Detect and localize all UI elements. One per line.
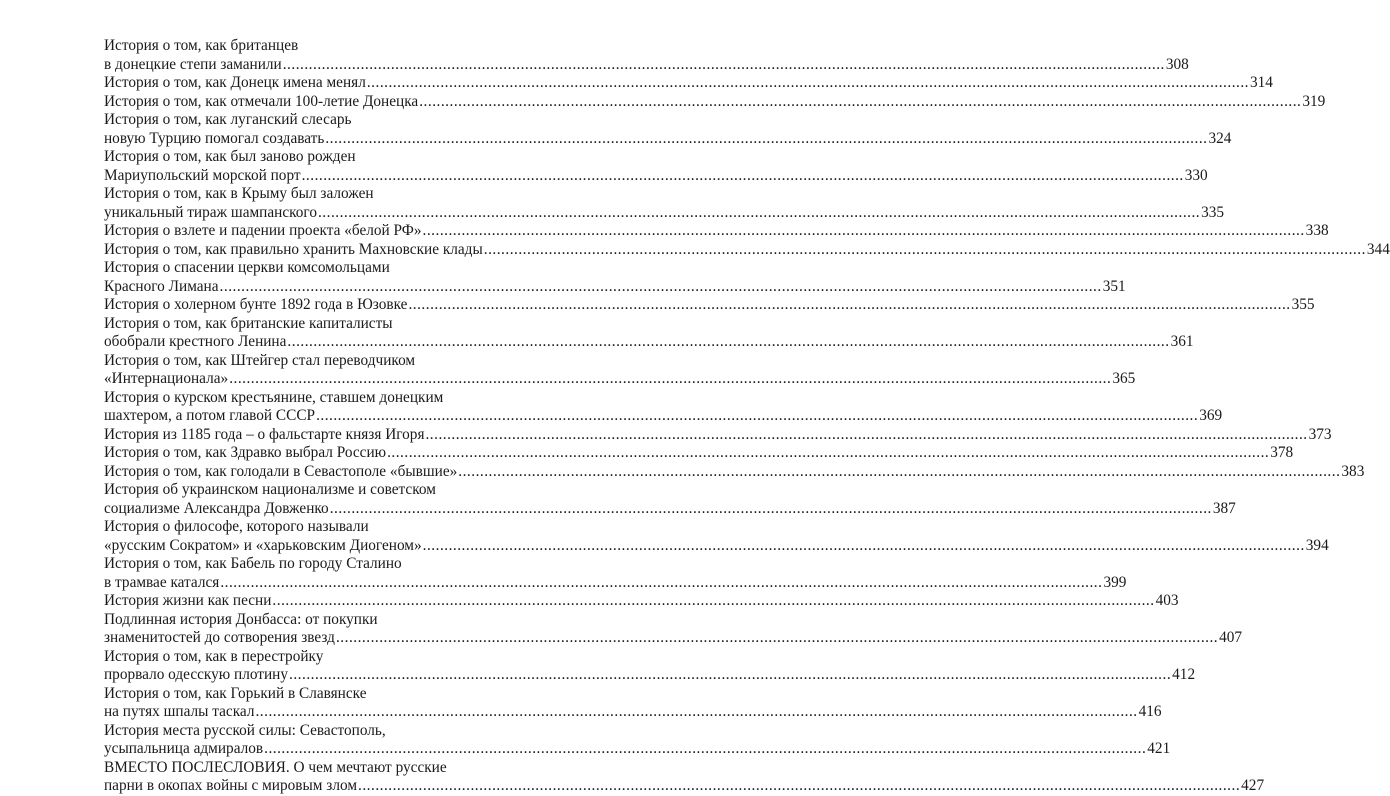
- toc-entry-line: Подлинная история Донбасса: от покупки: [104, 610, 378, 628]
- toc-entry-title: История о том, как Донецк имена менял: [104, 74, 366, 91]
- toc-entry-last-line: [104, 92, 1326, 112]
- toc-entry-title: История о том, как голодали в Севастополе «бывшие»: [104, 462, 458, 480]
- toc-entry-last-line: [104, 666, 1196, 685]
- toc-entry-title: усыпальница адмиралов: [104, 740, 264, 757]
- toc-page-number: 335: [1201, 203, 1225, 221]
- toc-entry-title: История о том, как Здравко выбрал Россию: [104, 444, 387, 461]
- toc-page-number: 344: [1366, 240, 1390, 258]
- toc-entry-last-line: [104, 203, 1225, 223]
- toc-entry[interactable]: [104, 74, 1273, 93]
- toc-page-number: 351: [1102, 277, 1126, 295]
- toc-entry-last-line: [104, 425, 1332, 445]
- dot-leader: [220, 574, 1102, 593]
- toc-entry-last-line: [104, 55, 1189, 75]
- toc-entry[interactable]: [104, 684, 1162, 722]
- toc-entry[interactable]: [104, 592, 1179, 611]
- dot-leader: [358, 777, 1240, 796]
- toc-entry[interactable]: [104, 111, 1232, 148]
- toc-entry-line: История о спасении церкви комсомольцами: [104, 259, 390, 276]
- toc-entry-title: прорвало одесскую плотину: [104, 666, 289, 683]
- toc-page-number: 369: [1199, 407, 1223, 424]
- dot-leader: [419, 93, 1301, 112]
- dot-leader: [387, 444, 1269, 463]
- toc-page-number: 355: [1291, 296, 1315, 313]
- toc-page-number: 308: [1165, 55, 1189, 73]
- toc-entry[interactable]: [104, 481, 1236, 518]
- toc-page-number: 407: [1219, 629, 1243, 646]
- toc-entry-last-line: [104, 499, 1236, 519]
- toc-page-number: 373: [1308, 425, 1332, 443]
- toc-entry-line: История о том, как в Крыму был заложен: [104, 185, 374, 202]
- dot-leader: [289, 666, 1171, 685]
- dot-leader: [287, 333, 1169, 352]
- dot-leader: [367, 74, 1249, 93]
- toc-entry-title: уникальный тираж шампанского: [104, 203, 317, 221]
- toc-page-number: 427: [1241, 777, 1265, 794]
- toc-entry[interactable]: [104, 555, 1127, 592]
- toc-entry-title: История о том, как отмечали 100-летие Донецка: [104, 92, 419, 110]
- toc-entry[interactable]: [104, 92, 1326, 112]
- toc-page-number: 412: [1172, 666, 1196, 683]
- toc-entry-last-line: [104, 703, 1162, 722]
- toc-entry-last-line: [104, 277, 1126, 297]
- dot-leader: [330, 500, 1212, 519]
- toc-entry-title: Мариупольский морской порт: [104, 166, 301, 184]
- toc-page-number: 403: [1155, 592, 1179, 609]
- toc-page-number: 365: [1112, 370, 1136, 387]
- toc-entry-last-line: [104, 536, 1329, 556]
- toc-entry-line: История о том, как Бабель по городу Сталино: [104, 555, 402, 572]
- toc-entry-last-line: [104, 407, 1223, 426]
- toc-entry-last-line: [104, 573, 1127, 593]
- toc-entry[interactable]: [104, 721, 1171, 759]
- toc-entry[interactable]: [104, 351, 1136, 389]
- toc-page-number: 361: [1170, 333, 1194, 350]
- toc-entry-title: парни в окопах войны с мировым злом: [104, 777, 358, 794]
- toc-entry-line: История о том, как луганский слесарь: [104, 111, 352, 128]
- toc-entry[interactable]: [104, 462, 1365, 482]
- toc-page-number: 383: [1341, 462, 1365, 480]
- toc-page-number: 319: [1302, 92, 1326, 110]
- toc-entry-title: История жизни как песни: [104, 592, 272, 609]
- toc-entry-title: Красного Лимана: [104, 277, 219, 295]
- toc-entry[interactable]: [104, 444, 1294, 463]
- toc-entry-line: История о том, как Горький в Славянске: [104, 684, 367, 702]
- toc-page-number: 378: [1270, 444, 1294, 461]
- dot-leader: [272, 592, 1154, 611]
- dot-leader: [316, 407, 1198, 426]
- dot-leader: [458, 463, 1340, 482]
- toc-page-number: 421: [1147, 740, 1171, 757]
- toc-entry-last-line: [104, 240, 1390, 260]
- toc-entry-last-line: [104, 166, 1208, 186]
- toc-entry-title: шахтером, а потом главой СССР: [104, 407, 316, 424]
- toc-entry-line: История о том, как британские капиталисты: [104, 314, 393, 332]
- toc-page-number: 324: [1208, 129, 1232, 147]
- toc-entry-title: знаменитостей до сотворения звезд: [104, 629, 335, 646]
- toc-page-number: 387: [1212, 499, 1236, 517]
- toc-page-number: 399: [1103, 573, 1127, 591]
- toc-entry-title: в трамвае катался: [104, 573, 220, 591]
- toc-entry-title: История о холерном бунте 1892 года в Юзовке: [104, 296, 408, 313]
- toc-entry-last-line: [104, 370, 1136, 389]
- toc-page-number: 416: [1138, 703, 1162, 720]
- toc-page-number: 314: [1249, 74, 1273, 91]
- dot-leader: [255, 703, 1137, 722]
- dot-leader: [264, 740, 1146, 759]
- table-of-contents: [104, 37, 1390, 796]
- toc-entry[interactable]: [104, 259, 1126, 296]
- toc-entry-last-line: [104, 333, 1194, 352]
- dot-leader: [336, 629, 1218, 648]
- dot-leader: [302, 167, 1184, 186]
- dot-leader: [229, 370, 1111, 389]
- toc-entry[interactable]: [104, 296, 1315, 315]
- toc-entry[interactable]: [104, 37, 1189, 74]
- toc-entry-line: История о том, как в перестройку: [104, 647, 324, 665]
- dot-leader: [318, 204, 1200, 223]
- toc-entry-title: История о взлете и падении проекта «белой РФ»: [104, 222, 422, 239]
- toc-entry-title: обобрали крестного Ленина: [104, 333, 287, 350]
- toc-entry[interactable]: [104, 425, 1332, 445]
- toc-entry-title: в донецкие степи заманили: [104, 55, 282, 73]
- toc-entry-title: История из 1185 года – о фальстарте князя Игоря: [104, 425, 425, 443]
- toc-entry-line: ВМЕСТО ПОСЛЕСЛОВИЯ. О чем мечтают русские: [104, 758, 447, 776]
- dot-leader: [220, 278, 1102, 297]
- toc-entry[interactable]: [104, 388, 1223, 426]
- toc-entry[interactable]: [104, 758, 1265, 796]
- dot-leader: [283, 56, 1165, 75]
- toc-entry-line: История о том, как был заново рожден: [104, 148, 356, 165]
- toc-entry[interactable]: [104, 240, 1390, 260]
- dot-leader: [484, 241, 1366, 260]
- toc-entry[interactable]: [104, 647, 1196, 685]
- toc-entry-title: «Интернационала»: [104, 370, 229, 387]
- toc-entry-title: «русским Сократом» и «харьковским Диогеном»: [104, 536, 422, 554]
- toc-entry-title: новую Турцию помогал создавать: [104, 129, 325, 147]
- toc-entry-last-line: [104, 129, 1232, 149]
- toc-entry-last-line: [104, 629, 1243, 648]
- toc-page-number: 330: [1184, 166, 1208, 184]
- toc-entry-title: История о том, как правильно хранить Махновские клады: [104, 240, 483, 258]
- toc-entry[interactable]: [104, 185, 1225, 222]
- dot-leader: [423, 537, 1305, 556]
- toc-entry-last-line: [104, 74, 1273, 93]
- toc-entry-last-line: [104, 462, 1365, 482]
- toc-entry-line: История о курском крестьянине, ставшем донецким: [104, 388, 444, 406]
- toc-entry-line: История места русской силы: Севастополь,: [104, 721, 386, 739]
- toc-entry-line: История об украинском национализме и советском: [104, 481, 436, 498]
- toc-entry-last-line: [104, 740, 1171, 759]
- toc-entry-line: История о философе, которого называли: [104, 518, 369, 535]
- toc-entry-last-line: [104, 444, 1294, 463]
- toc-entry[interactable]: [104, 518, 1329, 555]
- toc-page-number: 338: [1305, 222, 1329, 239]
- toc-entry[interactable]: [104, 222, 1329, 241]
- dot-leader: [408, 296, 1290, 315]
- toc-entry[interactable]: [104, 148, 1208, 185]
- dot-leader: [325, 130, 1207, 149]
- toc-entry[interactable]: [104, 610, 1243, 648]
- dot-leader: [423, 222, 1305, 241]
- toc-entry-last-line: [104, 296, 1315, 315]
- toc-entry-line: История о том, как британцев: [104, 37, 299, 54]
- toc-entry-last-line: [104, 222, 1329, 241]
- dot-leader: [425, 426, 1307, 445]
- toc-entry-last-line: [104, 777, 1265, 796]
- toc-entry[interactable]: [104, 314, 1194, 352]
- toc-page-number: 394: [1305, 536, 1329, 554]
- toc-entry-title: социализме Александра Довженко: [104, 499, 329, 517]
- toc-entry-last-line: [104, 592, 1179, 611]
- toc-entry-title: на путях шпалы таскал: [104, 703, 255, 720]
- toc-entry-line: История о том, как Штейгер стал переводчиком: [104, 351, 416, 369]
